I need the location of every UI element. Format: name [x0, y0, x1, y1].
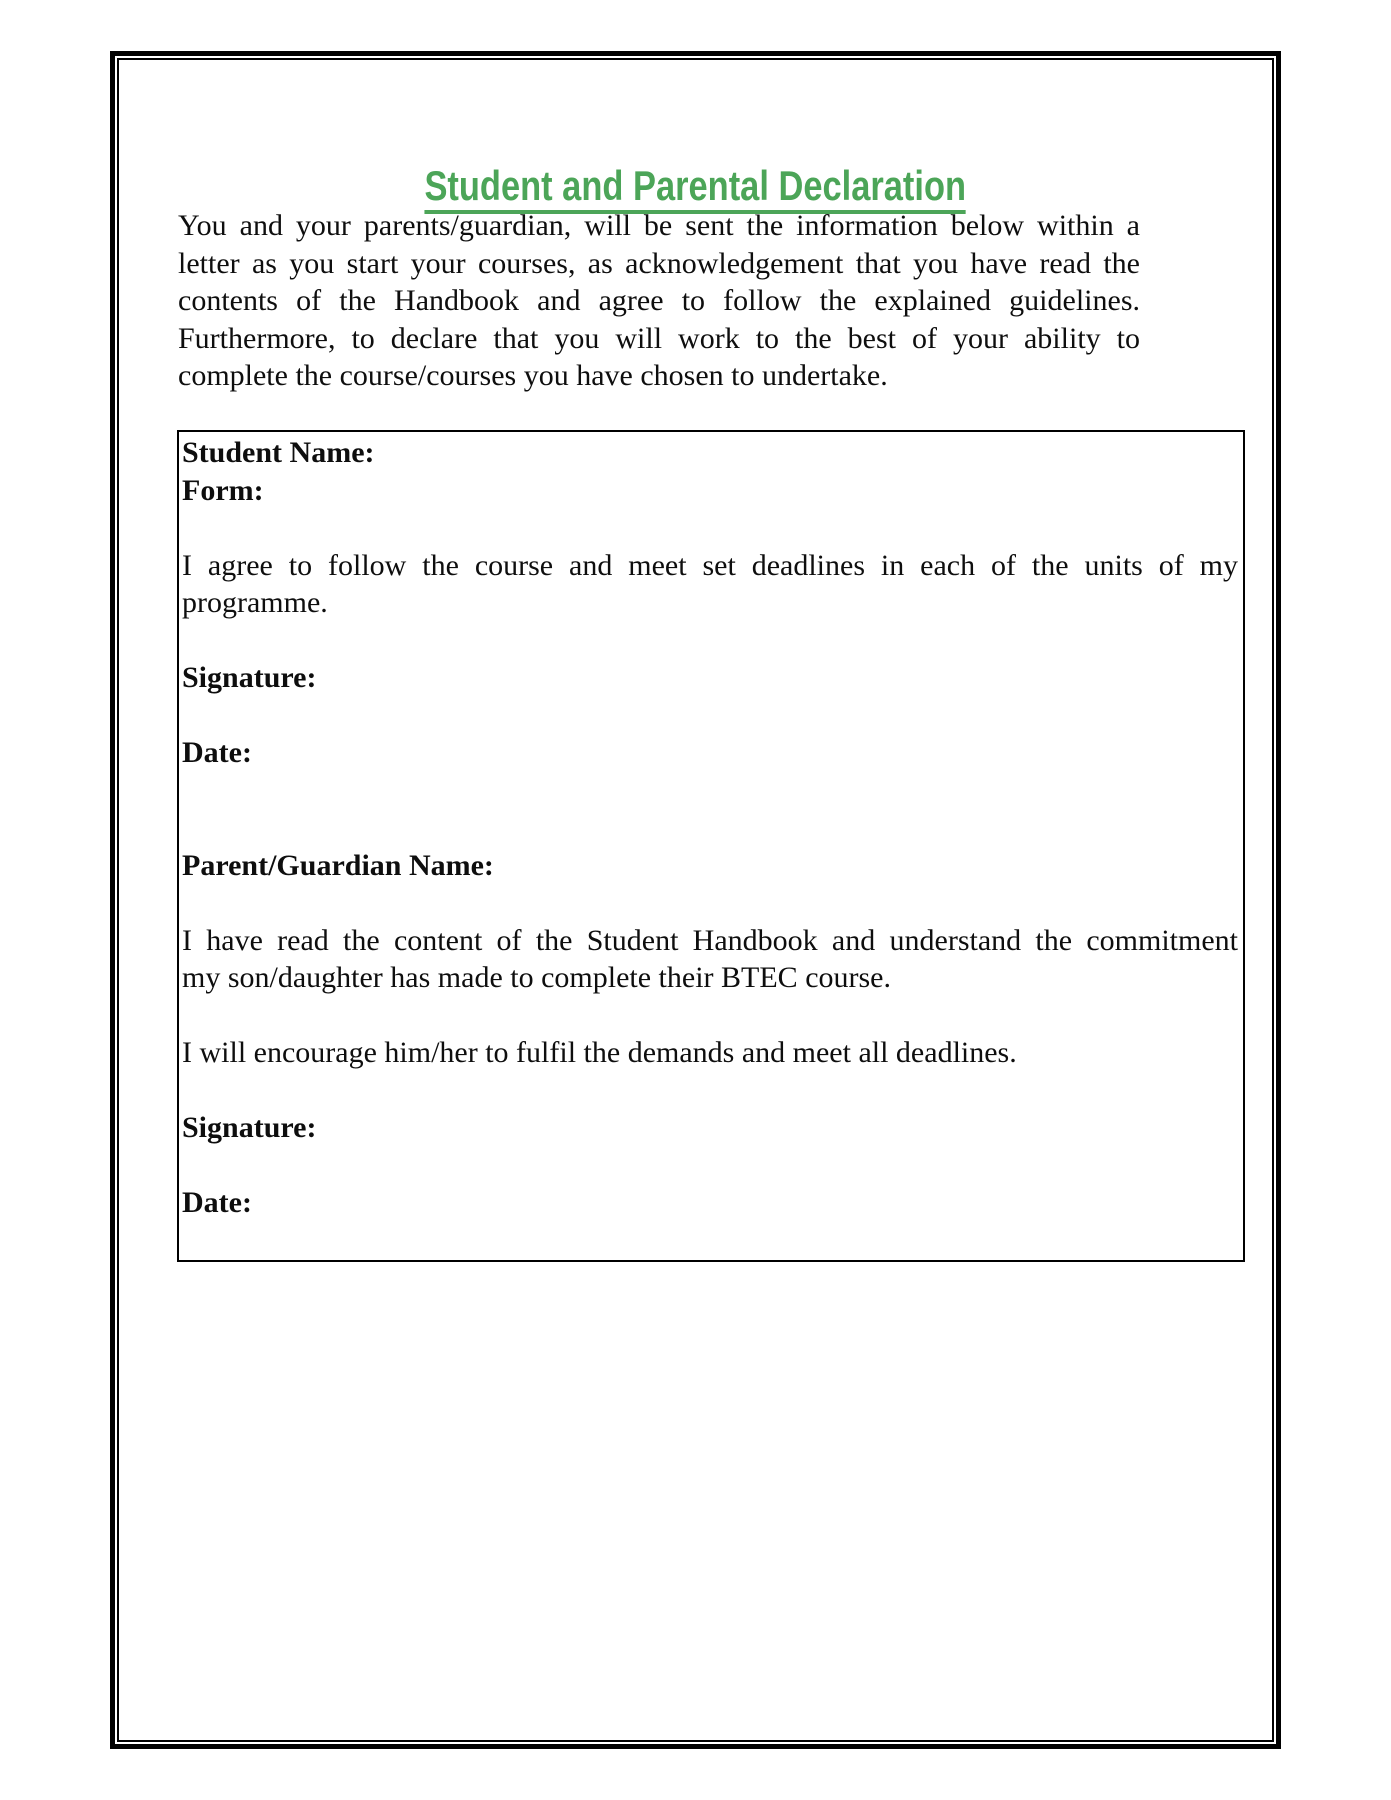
intro-paragraph: [178, 207, 1140, 395]
blank-line: [182, 884, 1238, 922]
intro-line-5: complete the course/courses you have chosen to undertake.: [178, 359, 888, 392]
parent-statement-line-1: I have read the content of the Student Handbook and understand the commitment: [182, 923, 1238, 957]
intro-line-4: Furthermore, to declare that you will work to the best of your ability to: [178, 321, 1140, 355]
blank-line: [182, 509, 1238, 547]
blank-line: [182, 1147, 1238, 1185]
parent-encouragement-line: I will encourage him/her to fulfil the demands and meet all deadlines.: [182, 1036, 1017, 1069]
intro-line-2: letter as you start your courses, as acknowledgement that you have read the: [178, 246, 1140, 280]
student-agreement-line-2: programme.: [182, 586, 328, 619]
blank-line: [182, 1222, 1238, 1260]
blank-line: [182, 809, 1238, 847]
declaration-form-box: [177, 430, 1245, 1262]
blank-line: [182, 997, 1238, 1035]
blank-line: [182, 622, 1238, 660]
parent-guardian-name-label: Parent/Guardian Name:: [182, 848, 494, 882]
form-label: Form:: [182, 473, 264, 507]
student-date-label: Date:: [182, 736, 252, 769]
page-title-text: Student and Parental Declaration: [425, 165, 967, 214]
intro-line-1: You and your parents/guardian, will be sent the information below within a: [178, 209, 1140, 242]
parent-signature-label: Signature:: [182, 1111, 317, 1144]
blank-line: [182, 697, 1238, 735]
parent-date-label: Date:: [182, 1186, 252, 1219]
blank-line: [182, 1072, 1238, 1110]
blank-line: [182, 772, 1238, 810]
student-signature-label: Signature:: [182, 661, 317, 694]
intro-line-3: contents of the Handbook and agree to follow the explained guidelines.: [178, 284, 1140, 317]
parent-statement-line-2: my son/daughter has made to complete their BTEC course.: [182, 961, 891, 994]
student-name-label: Student Name:: [182, 436, 375, 469]
student-agreement-line-1: I agree to follow the course and meet set deadlines in each of the units of my: [182, 548, 1238, 582]
